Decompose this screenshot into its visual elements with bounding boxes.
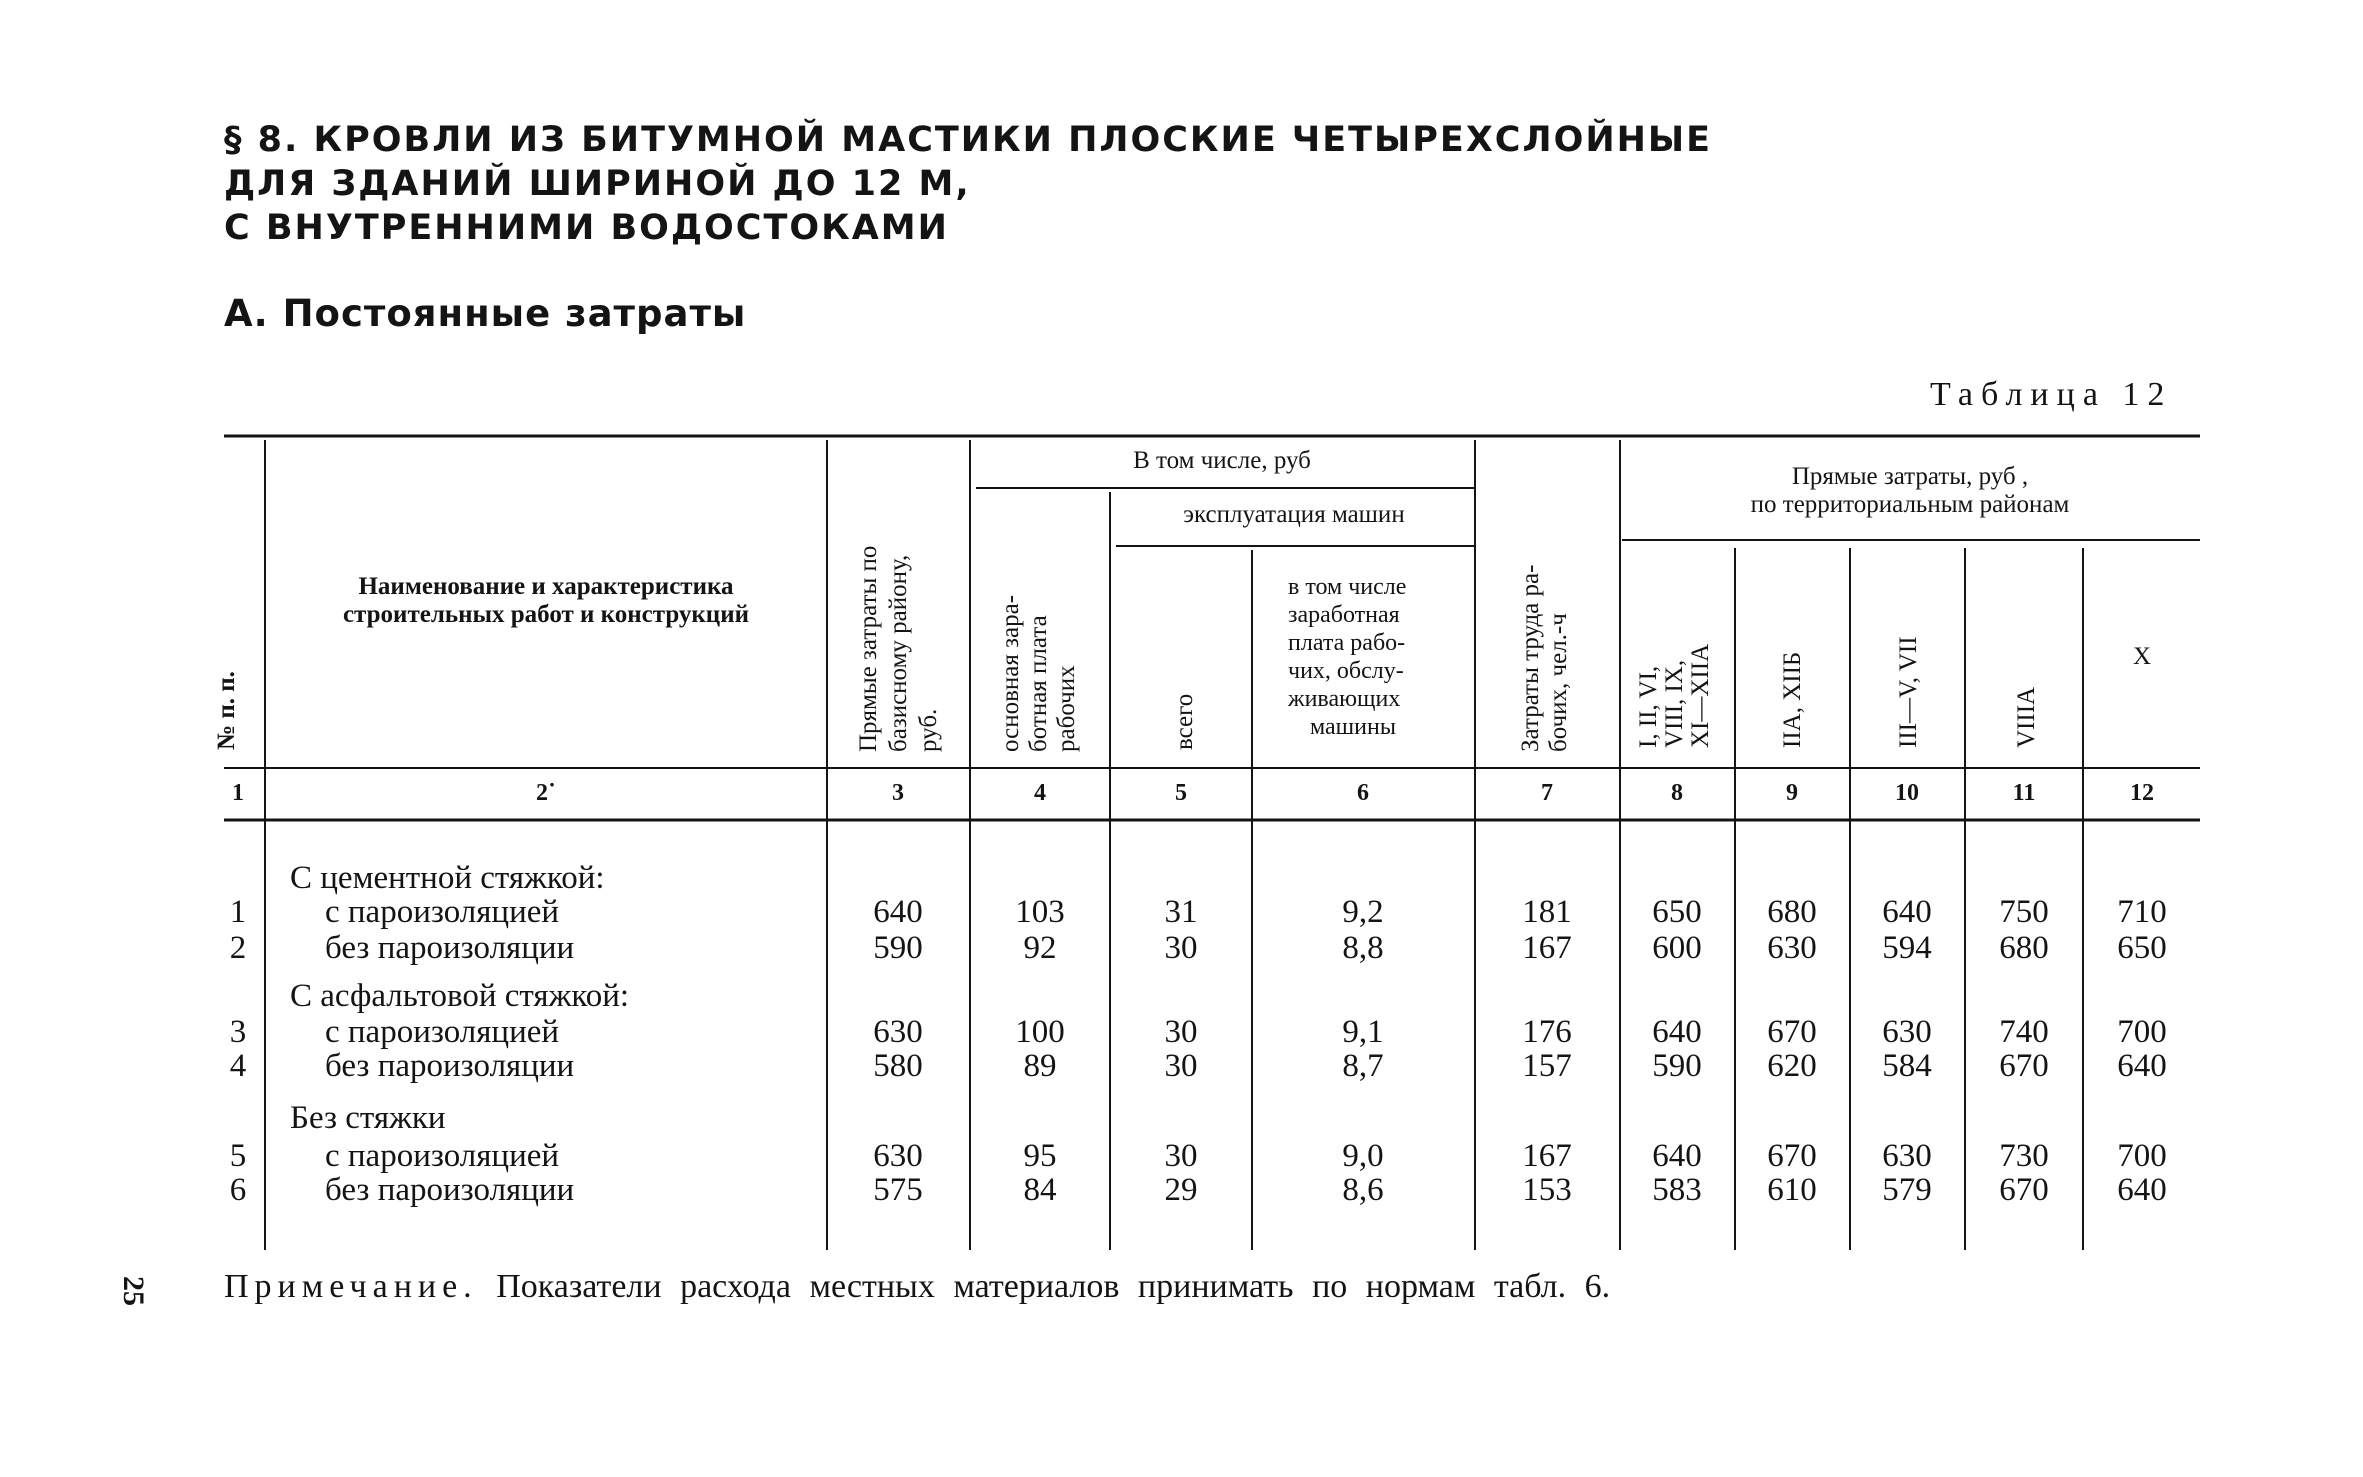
table-cell: 730 bbox=[1999, 1138, 2049, 1174]
table-cell: 590 bbox=[1652, 1048, 1702, 1084]
row-number: 1 bbox=[229, 894, 247, 930]
row-name: без пароизоляции bbox=[325, 1048, 575, 1084]
table-cell: 640 bbox=[2117, 1048, 2167, 1084]
table-cell: 580 bbox=[873, 1048, 923, 1084]
table-cell: 670 bbox=[1999, 1048, 2049, 1084]
table-cell: 600 bbox=[1652, 930, 1702, 966]
table-cell: 29 bbox=[1164, 1172, 1198, 1208]
heading-line-3: С ВНУТРЕННИМИ ВОДОСТОКАМИ bbox=[224, 208, 949, 248]
table-cell: 700 bbox=[2117, 1138, 2167, 1174]
table-cell: 750 bbox=[1999, 894, 2049, 930]
table-cell: 640 bbox=[1652, 1138, 1702, 1174]
row-name: без пароизоляции bbox=[325, 1172, 575, 1208]
table-cell: 630 bbox=[873, 1014, 923, 1050]
table-cell: 8,6 bbox=[1342, 1172, 1384, 1208]
heading-line-2: ДЛЯ ЗДАНИЙ ШИРИНОЙ ДО 12 М, bbox=[224, 164, 971, 204]
column-dividers bbox=[265, 440, 2083, 1250]
table-cell: 680 bbox=[1767, 894, 1817, 930]
col6-header bbox=[1287, 574, 1406, 740]
table-cell: 630 bbox=[1767, 930, 1817, 966]
table-row bbox=[230, 1048, 2167, 1084]
column-number: 11 bbox=[2012, 780, 2036, 806]
table-cell: 680 bbox=[1999, 930, 2049, 966]
table-row bbox=[230, 1138, 2167, 1174]
table-cell: 30 bbox=[1164, 1138, 1198, 1174]
col3-header-line1: Прямые затраты по bbox=[855, 545, 882, 752]
heading-line-1: § 8. КРОВЛИ ИЗ БИТУМНОЙ МАСТИКИ ПЛОСКИЕ ЧЕТЫРЕХСЛОЙНЫЕ bbox=[224, 120, 1713, 160]
col8-header-line3: XI—XIIA bbox=[1687, 643, 1714, 748]
table-cell: 30 bbox=[1164, 1048, 1198, 1084]
table-cell: 640 bbox=[1652, 1014, 1702, 1050]
column-number-row bbox=[232, 780, 2154, 806]
col8-header-line1: I, II, VI, bbox=[1635, 665, 1662, 748]
col6-header-line3: плата рабо- bbox=[1288, 630, 1406, 656]
col10-header: III—V, VII bbox=[1895, 636, 1922, 748]
table-cell: 640 bbox=[2117, 1172, 2167, 1208]
table-cell: 650 bbox=[2117, 930, 2167, 966]
row-name: с пароизоляцией bbox=[325, 1014, 560, 1050]
table-cell: 30 bbox=[1164, 930, 1198, 966]
group-title: С цементной стяжкой: bbox=[290, 860, 605, 896]
table-cell: 100 bbox=[1015, 1014, 1065, 1050]
column-number: 5 bbox=[1175, 780, 1187, 806]
col4-header-line3: рабочих bbox=[1053, 665, 1080, 752]
table-row bbox=[230, 1172, 2167, 1208]
col6-header-line6: машины bbox=[1310, 714, 1396, 740]
group-title: С асфальтовой стяжкой: bbox=[290, 978, 630, 1014]
row-number: 6 bbox=[229, 1172, 247, 1208]
group-regions-header-line2: по территориальным районам bbox=[1750, 491, 2070, 518]
table-cell: 9,0 bbox=[1342, 1138, 1384, 1174]
col12-header: X bbox=[2132, 643, 2152, 670]
table-row bbox=[230, 930, 2167, 966]
row-number: 4 bbox=[229, 1048, 247, 1084]
table-cell: 9,2 bbox=[1342, 894, 1384, 930]
table-cell: 620 bbox=[1767, 1048, 1817, 1084]
table-body bbox=[230, 860, 2167, 1208]
table-cell: 30 bbox=[1164, 1014, 1198, 1050]
column-number: 9 bbox=[1786, 780, 1798, 806]
table-cell: 167 bbox=[1522, 930, 1572, 966]
table-cell: 670 bbox=[1767, 1138, 1817, 1174]
table-cell: 594 bbox=[1882, 930, 1932, 966]
col6-header-line5: живающих bbox=[1288, 686, 1401, 712]
group-title: Без стяжки bbox=[290, 1100, 446, 1136]
subheading: А. Постоянные затраты bbox=[224, 292, 747, 335]
col7-header-line1: Затраты труда ра- bbox=[1517, 564, 1544, 752]
col1-header: № п. п. bbox=[213, 671, 240, 750]
column-number: 3 bbox=[892, 780, 904, 806]
group-including-header: В том числе, руб bbox=[1133, 447, 1311, 474]
column-number: 7 bbox=[1541, 780, 1553, 806]
col5-header: всего bbox=[1171, 693, 1198, 750]
table-cell: 700 bbox=[2117, 1014, 2167, 1050]
table-cell: 575 bbox=[873, 1172, 923, 1208]
row-number: 2 bbox=[229, 930, 247, 966]
table-cell: 670 bbox=[1767, 1014, 1817, 1050]
col2-header-line1: Наименование и характеристика bbox=[358, 573, 734, 600]
table-caption: Таблица 12 bbox=[1930, 376, 2173, 413]
col6-header-line1: в том числе bbox=[1288, 574, 1407, 600]
col8-header-line2: VIII, IX, bbox=[1661, 659, 1688, 748]
column-number: 8 bbox=[1671, 780, 1683, 806]
table-cell: 92 bbox=[1023, 930, 1057, 966]
table-cell: 630 bbox=[1882, 1014, 1932, 1050]
table-cell: 584 bbox=[1882, 1048, 1932, 1084]
column-number: 12 bbox=[2130, 780, 2154, 806]
table-cell: 157 bbox=[1522, 1048, 1572, 1084]
col4-header-line1: основная зара- bbox=[997, 594, 1024, 752]
column-number: 6 bbox=[1357, 780, 1369, 806]
row-name: с пароизоляцией bbox=[325, 894, 560, 930]
table-cell: 95 bbox=[1023, 1138, 1057, 1174]
note-label: Примечание. bbox=[224, 1268, 478, 1305]
table-cell: 103 bbox=[1015, 894, 1065, 930]
table-cell: 630 bbox=[1882, 1138, 1932, 1174]
table-cell: 590 bbox=[873, 930, 923, 966]
col6-header-line4: чих, обслу- bbox=[1288, 658, 1404, 684]
col11-header: VIIIA bbox=[2013, 686, 2040, 748]
table-cell: 583 bbox=[1652, 1172, 1702, 1208]
group-machines-header: эксплуатация машин bbox=[1183, 501, 1405, 528]
table-cell: 579 bbox=[1882, 1172, 1932, 1208]
row-number: 5 bbox=[229, 1138, 247, 1174]
table-cell: 9,1 bbox=[1342, 1014, 1384, 1050]
table-cell: 640 bbox=[873, 894, 923, 930]
col7-header-line2: бочих, чел.-ч bbox=[1545, 613, 1572, 752]
table-cell: 84 bbox=[1023, 1172, 1057, 1208]
table-cell: 710 bbox=[2117, 894, 2167, 930]
table-cell: 630 bbox=[873, 1138, 923, 1174]
column-number: 2˙ bbox=[536, 780, 556, 806]
table-cell: 670 bbox=[1999, 1172, 2049, 1208]
row-number: 3 bbox=[229, 1014, 247, 1050]
note-text: Показатели расхода местных материалов принимать по нормам табл. 6. bbox=[496, 1268, 1611, 1305]
row-name: без пароизоляции bbox=[325, 930, 575, 966]
table-cell: 167 bbox=[1522, 1138, 1572, 1174]
table-cell: 640 bbox=[1882, 894, 1932, 930]
table-cell: 610 bbox=[1767, 1172, 1817, 1208]
group-regions-header-line1: Прямые затраты, руб , bbox=[1791, 463, 2029, 490]
column-number: 4 bbox=[1034, 780, 1046, 806]
table-cell: 89 bbox=[1023, 1048, 1057, 1084]
col4-header-line2: ботная плата bbox=[1025, 615, 1052, 752]
table-cell: 181 bbox=[1522, 894, 1572, 930]
col9-header: IIA, XIIБ bbox=[1779, 651, 1806, 748]
table-row bbox=[230, 894, 2167, 930]
column-number: 10 bbox=[1895, 780, 1919, 806]
table-cell: 8,7 bbox=[1342, 1048, 1384, 1084]
table-cell: 153 bbox=[1522, 1172, 1572, 1208]
table-cell: 650 bbox=[1652, 894, 1702, 930]
column-number: 1 bbox=[232, 780, 244, 806]
page-number: 25 bbox=[117, 1276, 150, 1306]
table-cell: 8,8 bbox=[1342, 930, 1384, 966]
col3-header-line2: базисному району, bbox=[885, 554, 912, 752]
table-row bbox=[230, 1014, 2167, 1050]
col6-header-line2: заработная bbox=[1288, 602, 1400, 628]
row-name: с пароизоляцией bbox=[325, 1138, 560, 1174]
col2-header-line2: строительных работ и конструкций bbox=[342, 601, 750, 628]
footnote bbox=[224, 1268, 1610, 1306]
table-cell: 31 bbox=[1164, 894, 1198, 930]
table-cell: 740 bbox=[1999, 1014, 2049, 1050]
col3-header-line3: руб. bbox=[915, 708, 942, 752]
table-cell: 176 bbox=[1522, 1014, 1572, 1050]
